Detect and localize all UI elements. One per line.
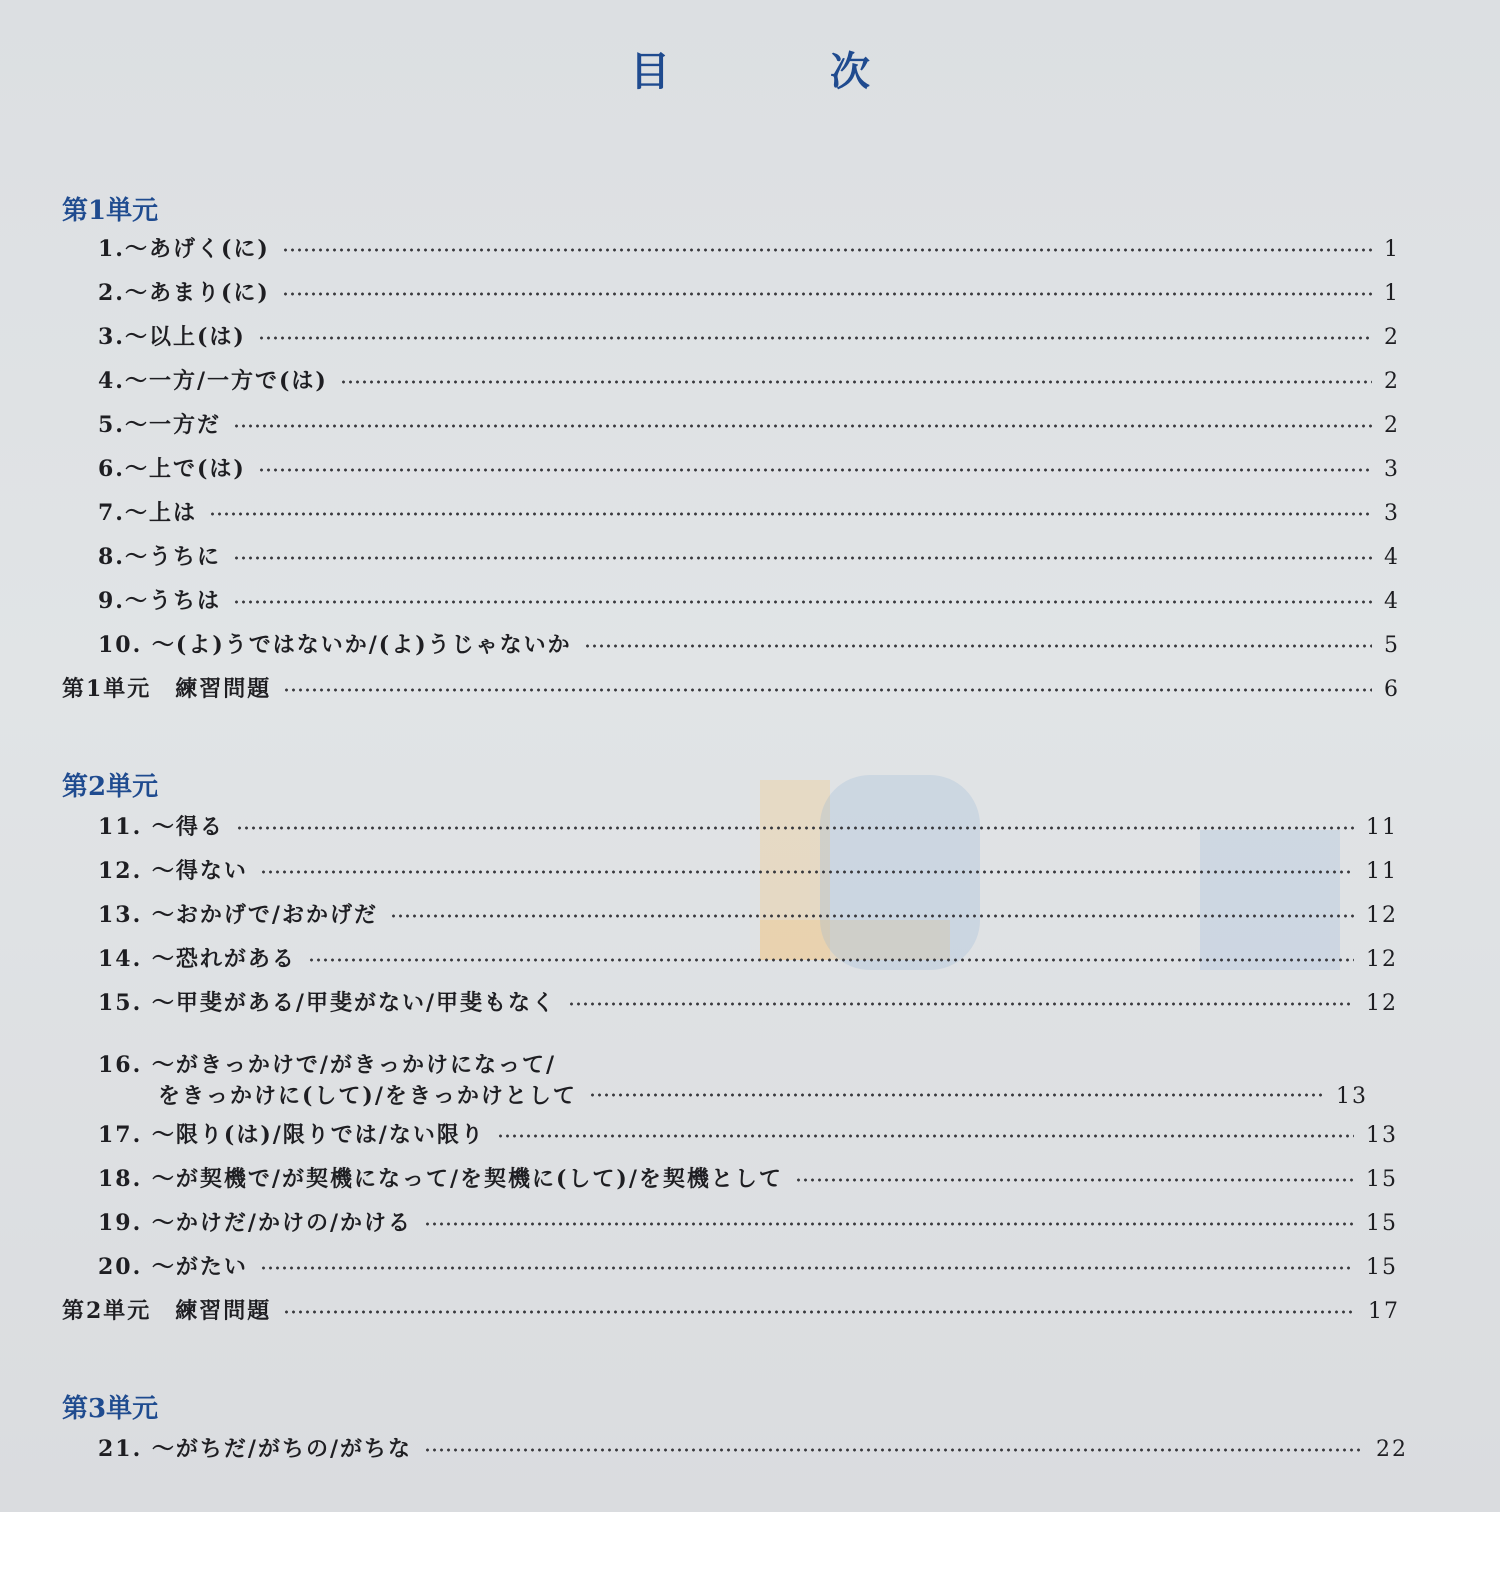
- entry-page: 11: [1366, 859, 1398, 884]
- toc-entry[interactable]: [98, 854, 1398, 890]
- leader-dots: [390, 914, 1354, 918]
- entry-page: 12: [1366, 947, 1398, 972]
- leader-dots: [260, 1266, 1354, 1270]
- leader-dots: [568, 1002, 1354, 1006]
- toc-entry[interactable]: [98, 1162, 1398, 1198]
- leader-dots: [283, 688, 1372, 692]
- leader-dots: [233, 600, 1372, 604]
- toc-entry[interactable]: [98, 320, 1400, 356]
- toc-entry[interactable]: [98, 1432, 1408, 1468]
- entry-label: 5.～一方だ: [98, 412, 221, 438]
- entry-label: 19. ～かけだ/かけの/かける: [98, 1210, 413, 1236]
- entry-page: 15: [1366, 1211, 1398, 1236]
- entry-label: 16. ～がきっかけで/がきっかけになって/: [98, 1052, 557, 1078]
- toc-entry[interactable]: [98, 1030, 1398, 1110]
- entry-label: 18. ～が契機で/が契機になって/を契機に(して)/を契機として: [98, 1166, 783, 1192]
- entry-page: 2: [1384, 325, 1400, 350]
- entry-label: 6.～上で(は): [98, 456, 246, 482]
- toc-entry[interactable]: [98, 276, 1400, 312]
- toc-entry-exercise[interactable]: [62, 672, 1400, 708]
- leader-dots: [283, 1310, 1356, 1314]
- entry-page: 13: [1366, 1123, 1398, 1148]
- unit-heading: 第1単元: [62, 196, 159, 226]
- leader-dots: [236, 826, 1354, 830]
- toc-entry[interactable]: [98, 628, 1400, 664]
- entry-label: 9.～うちは: [98, 588, 221, 614]
- entry-page: 1: [1384, 281, 1400, 306]
- leader-dots: [209, 512, 1372, 516]
- toc-entry[interactable]: [98, 942, 1398, 978]
- leader-dots: [424, 1448, 1364, 1452]
- entry-label: 2.～あまり(に): [98, 280, 270, 306]
- entry-label-continued: をきっかけに(して)/をきっかけとして: [158, 1083, 577, 1109]
- entry-page: 15: [1366, 1255, 1398, 1280]
- toc-entry[interactable]: [98, 452, 1400, 488]
- entry-page: 2: [1384, 369, 1400, 394]
- leader-dots: [260, 870, 1354, 874]
- entry-page: 5: [1384, 633, 1400, 658]
- toc-entry[interactable]: [98, 1250, 1398, 1286]
- entry-label: 11. ～得る: [98, 814, 224, 840]
- entry-label: 7.～上は: [98, 500, 197, 526]
- entry-page: 1: [1384, 237, 1400, 262]
- leader-dots: [258, 336, 1372, 340]
- entry-label: 14. ～恐れがある: [98, 946, 296, 972]
- entry-label: 4.～一方/一方で(は): [98, 368, 328, 394]
- leader-dots: [497, 1134, 1354, 1138]
- leader-dots: [233, 424, 1372, 428]
- entry-label: 10. ～(よ)うではないか/(よ)うじゃないか: [98, 632, 572, 658]
- entry-page: 2: [1384, 413, 1400, 438]
- leader-dots: [424, 1222, 1354, 1226]
- page-title: 目 次: [630, 48, 930, 95]
- leader-dots: [282, 248, 1372, 252]
- entry-page: 3: [1384, 457, 1400, 482]
- toc-entry-exercise[interactable]: [62, 1294, 1400, 1330]
- toc-entry[interactable]: [98, 810, 1398, 846]
- entry-page: 4: [1384, 589, 1400, 614]
- entry-label: 第1単元 練習問題: [62, 676, 272, 702]
- entry-page: 3: [1384, 501, 1400, 526]
- leader-dots: [258, 468, 1372, 472]
- entry-continuation: [98, 1079, 1368, 1110]
- entry-label: 15. ～甲斐がある/甲斐がない/甲斐もなく: [98, 990, 557, 1016]
- toc-entry[interactable]: [98, 1118, 1398, 1154]
- toc-entry[interactable]: [98, 584, 1400, 620]
- toc-entry[interactable]: [98, 898, 1398, 934]
- entry-label: 3.～以上(は): [98, 324, 246, 350]
- toc-entry[interactable]: [98, 364, 1400, 400]
- entry-page: 22: [1376, 1437, 1408, 1462]
- entry-label: 1.～あげく(に): [98, 236, 270, 262]
- entry-label: 13. ～おかげで/おかげだ: [98, 902, 378, 928]
- toc-entry[interactable]: [98, 496, 1400, 532]
- toc-entry[interactable]: [98, 232, 1400, 268]
- leader-dots: [589, 1093, 1324, 1097]
- leader-dots: [340, 380, 1372, 384]
- toc-entry[interactable]: [98, 408, 1400, 444]
- leader-dots: [584, 644, 1372, 648]
- leader-dots: [282, 292, 1372, 296]
- entry-label: 20. ～がたい: [98, 1254, 248, 1280]
- entry-label: 12. ～得ない: [98, 858, 248, 884]
- entry-label: 第2単元 練習問題: [62, 1298, 272, 1324]
- toc-entry[interactable]: [98, 986, 1398, 1022]
- entry-label: 8.～うちに: [98, 544, 221, 570]
- entry-label: 21. ～がちだ/がちの/がちな: [98, 1436, 413, 1462]
- entry-page: 13: [1336, 1084, 1368, 1109]
- entry-page: 4: [1384, 545, 1400, 570]
- entry-page: 12: [1366, 903, 1398, 928]
- entry-page: 12: [1366, 991, 1398, 1016]
- entry-page: 15: [1366, 1167, 1398, 1192]
- leader-dots: [308, 958, 1354, 962]
- toc-entry[interactable]: [98, 1206, 1398, 1242]
- entry-page: 6: [1384, 677, 1400, 702]
- unit-heading: 第3単元: [62, 1394, 159, 1424]
- leader-dots: [233, 556, 1372, 560]
- leader-dots: [795, 1178, 1354, 1182]
- entry-page: 17: [1368, 1299, 1400, 1324]
- entry-label: 17. ～限り(は)/限りでは/ない限り: [98, 1122, 485, 1148]
- entry-text-block: [98, 1048, 1368, 1110]
- unit-heading: 第2単元: [62, 772, 159, 802]
- toc-entry[interactable]: [98, 540, 1400, 576]
- entry-page: 11: [1366, 815, 1398, 840]
